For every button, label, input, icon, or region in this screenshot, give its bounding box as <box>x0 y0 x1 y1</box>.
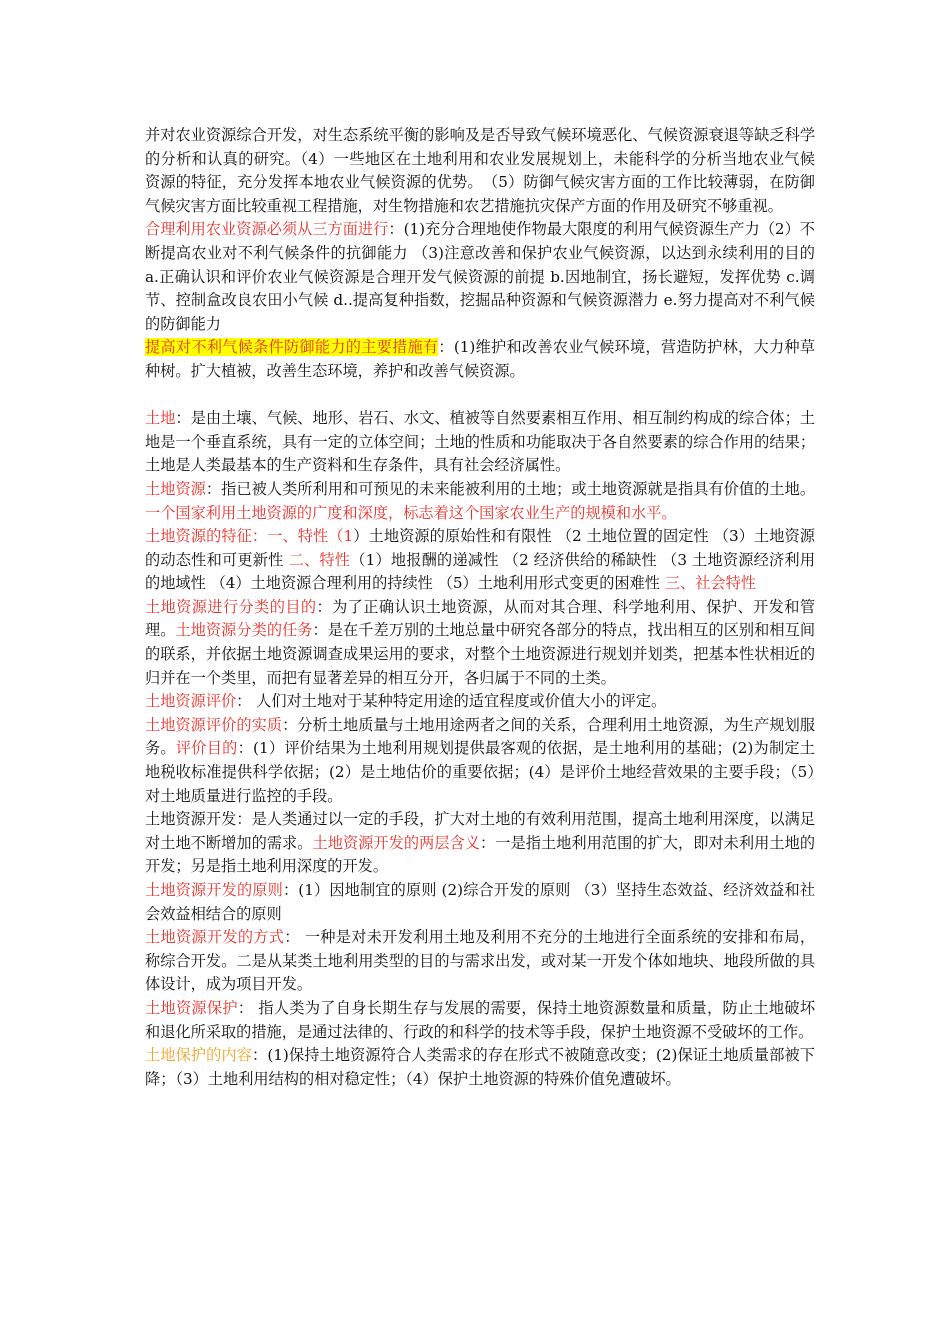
body-text: ： 指人类为了自身长期生存与发展的需要，保持土地资源数量和质量，防止土地破坏和退化所采取的措施，是通过法律的、行政的和科学的技术等手段，保护土地资源不受破坏的工作。 <box>145 998 816 1041</box>
term-heading: 三、社会特性 <box>664 574 756 593</box>
term-heading: 土地资源评价 <box>145 692 237 711</box>
term-heading: 土地资源开发的两层含义 <box>312 833 481 852</box>
paragraph <box>145 926 815 997</box>
term-heading: 土地资源进行分类的目的 <box>145 597 317 616</box>
body-text: ：一是指土地利用范围的扩大，即对未利用土地的开发；另是指土地利用深度的开发。 <box>145 833 816 876</box>
term-heading: 土地资源评价的实质 <box>145 715 283 734</box>
term-heading: 土地资源开发的方式 <box>145 928 285 947</box>
term-heading: 土地保护的内容 <box>145 1046 253 1065</box>
term-heading: 提高对不利气候条件防御能力的主要措施有 <box>145 338 439 357</box>
term-heading: 土地资源的特征：一、特性（1 <box>145 527 354 546</box>
paragraph <box>145 596 815 690</box>
paragraph <box>145 407 815 478</box>
paragraph <box>145 478 815 525</box>
body-text: ：是由土壤、气候、地形、岩石、水文、植被等自然要素相互作用、相互制约构成的综合体；土地是一个垂直系统，具有一定的立体空间；土地的性质和功能取决于各自然要素的综合作用的结果；土地是人类最基本的生产资料和生存条件，具有社会经济属性。 <box>145 409 816 475</box>
term-heading: 一个国家利用土地资源的广度和深度，标志着这个国家农业生产的规模和水平。 <box>145 503 677 522</box>
body-text: ：(1)充分合理地使作物最大限度的利用气候资源生产力（2）不断提高农业对不利气候条件的抗御能力 （3)注意改善和保护农业气候资源，以达到永续利用的目的 a.正确认识和评价农业气候资源是合理开发气候资源的前提 b.因地制宜，扬长避短，发挥优势 c.调节、控制盒改良农田小气候 d..提高复种指数，挖掘品种资源和气候资源潜力 e.努力提高对不利气候的防御能力 <box>145 220 815 333</box>
body-text: ：(1)保持土地资源符合人类需求的存在形式不被随意改变；(2)保证土地质量部被下降；（3）土地利用结构的相对稳定性；（4）保护土地资源的特殊价值免遭破坏。 <box>145 1046 815 1088</box>
body-text: ：是在千差万别的土地总量中研究各部分的特点，找出相互的区别和相互间的联系，并依据土地资源调查成果运用的要求，对整个土地资源进行规划并划类，把基本性状相近的归并在一个类里，而把有显著差异的相互分开，各归属于不同的土类。 <box>145 621 816 687</box>
paragraph <box>145 1044 815 1091</box>
body-text: ：(1)维护和改善农业气候环境，营造防护林，大力种草种树。扩大植被，改善生态环境，养护和改善气候资源。 <box>145 338 816 380</box>
term-heading: 合理利用农业资源必须从三方面进行 <box>145 220 389 239</box>
term-heading: 评价目的 <box>175 739 238 758</box>
body-text: ： 一种是对未开发利用土地及利用不充分的土地进行全面系统的安排和布局，称综合开发。二是从某类土地利用类型的目的与需求出发，或对某一开发个体如地块、地段所做的具体设计，成为项目开发。 <box>145 928 816 994</box>
paragraph <box>145 690 815 714</box>
paragraph <box>145 997 815 1044</box>
blank-line <box>145 384 815 408</box>
paragraph <box>145 218 815 336</box>
paragraph <box>145 525 815 596</box>
term-heading: 土地 <box>145 409 176 428</box>
paragraph <box>145 808 815 879</box>
body-text: ：(1）评价结果为土地利用规划提供最客观的依据，是土地利用的基础；(2)为制定土地税收标准提供科学依据；(2）是土地估价的重要依据；(4）是评价土地经营效果的主要手段；（5）对土地质量进行监控的手段。 <box>145 739 815 805</box>
body-text: 并对农业资源综合开发，对生态系统平衡的影响及是否导致气候环境恶化、气候资源衰退等缺乏科学的分析和认真的研究。（4）一些地区在土地利用和农业发展规划上，未能科学的分析当地农业气候资源的特征，充分发挥本地农业气候资源的优势。 （5）防御气候灾害方面的工作比较薄弱，在防御气候灾害方面比较重视工程措施，对生物措施和农艺措施抗灾保产方面的作用及研究不够重视。 <box>145 126 815 215</box>
paragraph <box>145 714 815 808</box>
body-text: ）土地资源的原始性和有限性 （2 土地位置的固定性 （3）土地资源的动态性和可更新性 <box>145 527 815 569</box>
term-heading: 土地资源分类的任务 <box>175 621 313 640</box>
body-text: ：(1）因地制宜的原则 (2)综合开发的原则 （3）坚持生态效益、经济效益和社会效益相结合的原则 <box>145 881 816 923</box>
paragraph <box>145 879 815 926</box>
term-heading: 土地资源开发的原则 <box>145 881 283 899</box>
paragraph <box>145 124 815 218</box>
term-heading: 土地资源 <box>145 479 206 498</box>
body-text: （1）地报酬的递减性 （2 经济供给的稀缺性 （3 土地资源经济利用的地域性 （4）土地资源合理利用的持续性 （5）土地利用形式变更的困难性 <box>145 550 816 593</box>
body-text: 土地资源开发：是人类通过以一定的手段，扩大对土地的有效利用范围，提高土地利用深度，以满足对土地不断增加的需求。 <box>145 810 815 852</box>
body-text: ：指已被人类所利用和可预见的未来能被利用的土地；或土地资源就是指具有价值的土地。 <box>205 479 816 498</box>
body-text: ：分析土地质量与土地用途两者之间的关系，合理利用土地资源，为生产规划服务。 <box>145 715 816 758</box>
body-text: ：为了正确认识土地资源，从而对其合理、科学地利用、保护、开发和管理。 <box>145 597 816 640</box>
body-text: ： 人们对土地对于某种特定用途的适宜程度或价值大小的评定。 <box>236 692 667 711</box>
term-heading: 二、特性 <box>288 550 351 569</box>
term-heading: 土地资源保护 <box>145 998 238 1017</box>
paragraph <box>145 336 815 383</box>
document-body <box>145 124 815 1091</box>
